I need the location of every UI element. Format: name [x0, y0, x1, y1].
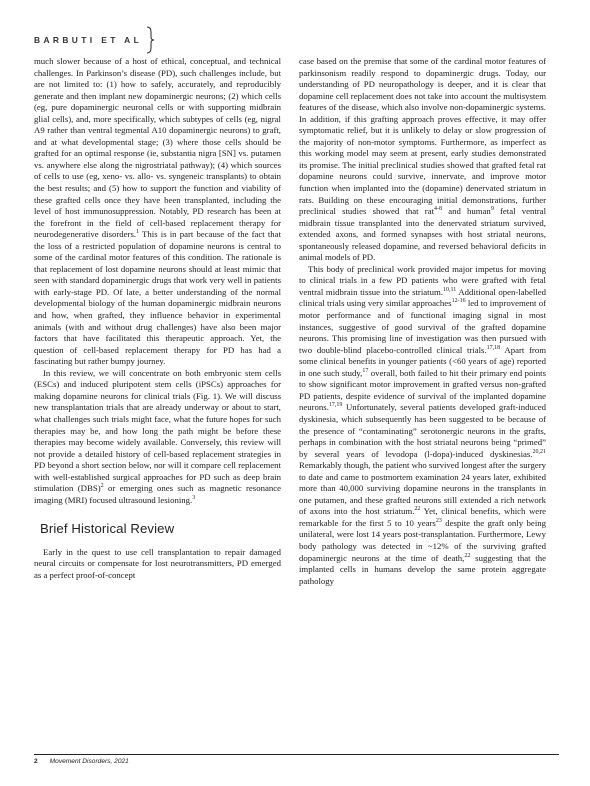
citation-superscript: 12-16 — [451, 298, 466, 305]
citation-superscript: 1 — [136, 229, 140, 236]
citation-superscript: 17,19 — [328, 402, 343, 409]
paragraph: Early in the quest to use cell transplantation to repair damaged neural circuits or compensate for lost neurotransmitters, PD emerged as a perfect proof-of-concept — [34, 546, 281, 580]
citation-superscript: 22 — [464, 552, 471, 559]
right-column — [299, 56, 546, 587]
header-bracket-ornament — [146, 26, 156, 54]
citation-superscript: 3 — [192, 494, 196, 501]
citation-superscript: 23 — [435, 517, 442, 524]
paragraph: In this review, we will concentrate on both embryonic stem cells (ESCs) and induced pluripotent stem cells (iPSCs) approaches for making dopamine neurons for clinical trials (Fig. 1). We will discuss new transplantation trials that are already underway or about to start, what challenges such trials might face, what the future hopes for such therapies may be, and how long the path might be before these therapies may become widely available. Conversely, this review will not provide a detailed history of cell-based replacement strategies in PD beyond a short section below, nor will it compare cell replacement with well-established surgical approaches for PD such as deep brain stimulation (DBS)$^2$ or emerging ones such as magnetic resonance imaging (MRI) focused ultrasound lesioning.$^3$ — [34, 367, 281, 505]
section-heading: Brief Historical Review — [40, 521, 175, 537]
page-footer — [34, 758, 129, 765]
citation-superscript: 20,21 — [532, 448, 546, 455]
citation-superscript: 17,18 — [486, 344, 501, 351]
paragraph: case based on the premise that some of the cardinal motor features of parkinsonism readily respond to dopaminergic drugs. Today, our understanding of PD neuropathology is deeper, and it is clear that dopamine cell replacement does not take into account the multisystem features of the disease, which also involve non-dopaminergic systems. In addition, if this grafting approach proves effective, it may offer symptomatic relief, but it is unlikely to delay or slow progression of the majority of non-motor symptoms. Furthermore, as imperfect as this working model may seem at present, early studies demonstrated its promise. The initial preclinical studies showed that grafted fetal rat dopamine neurons could survive, innervate, and improve motor function when implanted into the (dopamine) denervated striatum in rats. Building on these encouraging initial demonstrations, further preclinical studies showed that rat$^{4-8}$ and human$^9$ fetal ventral midbrain tissue transplanted into the denervated striatum survived, extended axons, and formed synapses with host striatal neurons, spontaneously released dopamine, and reversed behavioral deficits in animal models of PD. — [299, 56, 546, 263]
running-header — [34, 30, 142, 50]
citation-superscript: 2 — [100, 483, 104, 490]
citation-superscript: 10,11 — [442, 287, 457, 294]
footer-rule — [34, 754, 559, 755]
running-head-authors: BARBUTI ET AL — [34, 35, 143, 45]
left-column — [34, 56, 281, 582]
citation-superscript: 17 — [362, 367, 369, 374]
paragraph: much slower because of a host of ethical, conceptual, and technical challenges. In Parkinson’s disease (PD), such challenges include, but are not limited to: (1) how to safely, accurately, and reproducibly generate and then implant new dopaminergic neurons; (2) which cells (eg, pure dopaminergic neuronal cells or with supporting midbrain glial cells), and, more specifically, which subtypes of cells (eg, nigral A9 rather than ventral tegmental A10 dopaminergic neurons) to graft, and at what developmental stage; (3) where those cells should be grafted for an optimal response (ie, substantia nigra [SN] vs. putamen vs. anywhere else along the nigrostriatal pathway); (4) which sources of cells to use (eg, xeno- vs. allo- vs. syngeneic transplants) to obtain the best results; and (5) how to support the function and viability of these grafted cells once they have been transplanted, including the level of host immunosuppression. Notably, PD research has been at the forefront in the field of cell-based replacement therapy for neurodegenerative disorders.$^1$ This is in part because of the fact that the loss of a restricted population of dopamine neurons is central to some of the cardinal motor features of this condition. The rationale is that replacement of lost dopamine neurons should at least mimic that seen with standard dopaminergic drugs that work very well in patients with early-stage PD. Of late, a better understanding of the normal developmental biology of the human dopaminergic midbrain neurons and how, when grafted, they influence behavior in experimental animals (with and without drug challenges) have also been major factors that have facilitated this therapeutic approach. Yet, the question of cell-based replacement therapy for PD has had a fascinating but rather bumpy journey. — [34, 56, 281, 367]
citation-superscript: 9 — [490, 206, 494, 213]
paragraph: This body of preclinical work provided major impetus for moving to clinical trials in a few PD patients who were grafted with fetal ventral midbrain tissue into the striatum.$^{10,11}$ Additional open-labelled clinical trials using very similar approaches$^{12-16}$ led to improvement of motor performance and of functional imaging signal in most instances, suggestive of good survival of the grafted dopamine neurons. This promising line of investigation was then pursued with two double-blind placebo-controlled clinical trials.$^{17,18}$ Apart from some clinical benefits in younger patients (<60 years of age) reported in one such study,$^{17}$ overall, both failed to hit their primary end points to show significant motor improvement in grafted versus non-grafted PD patients, despite evidence of survival of the implanted dopamine neurons.$^{17,19}$ Unfortunately, several patients developed graft-induced dyskinesia, which subsequently has been suggested to be because of the presence of “contaminating” serotonergic neurons in the grafts, perhaps in combination with the host striatal neurons being “primed” by several years of levodopa (l-dopa)-induced dyskinesias.$^{20,21}$ Remarkably though, the patient who survived longest after the surgery to date and came to postmortem examination 24 years later, exhibited more than 40,000 surviving dopamine neurons in the transplants in one putamen, and these grafted neurons still extended a rich network of axons into the host striatum.$^{22}$ Yet, clinical benefits, which were remarkable for the first 5 to 10 years$^{23}$ despite the graft only being unilateral, were lost 14 years post-transplantation. Furthermore, Lewy body pathology was detected in ~12% of the surviving grafted dopaminergic neurons at the time of death,$^{22}$ suggesting that the implanted cells in humans develop the same protein aggregate pathology — [299, 263, 547, 586]
page-number: 2 — [34, 758, 38, 765]
citation-superscript: 22 — [414, 506, 421, 513]
journal-name: Movement Disorders, 2021 — [49, 758, 129, 765]
citation-superscript: 4-8 — [434, 206, 443, 213]
